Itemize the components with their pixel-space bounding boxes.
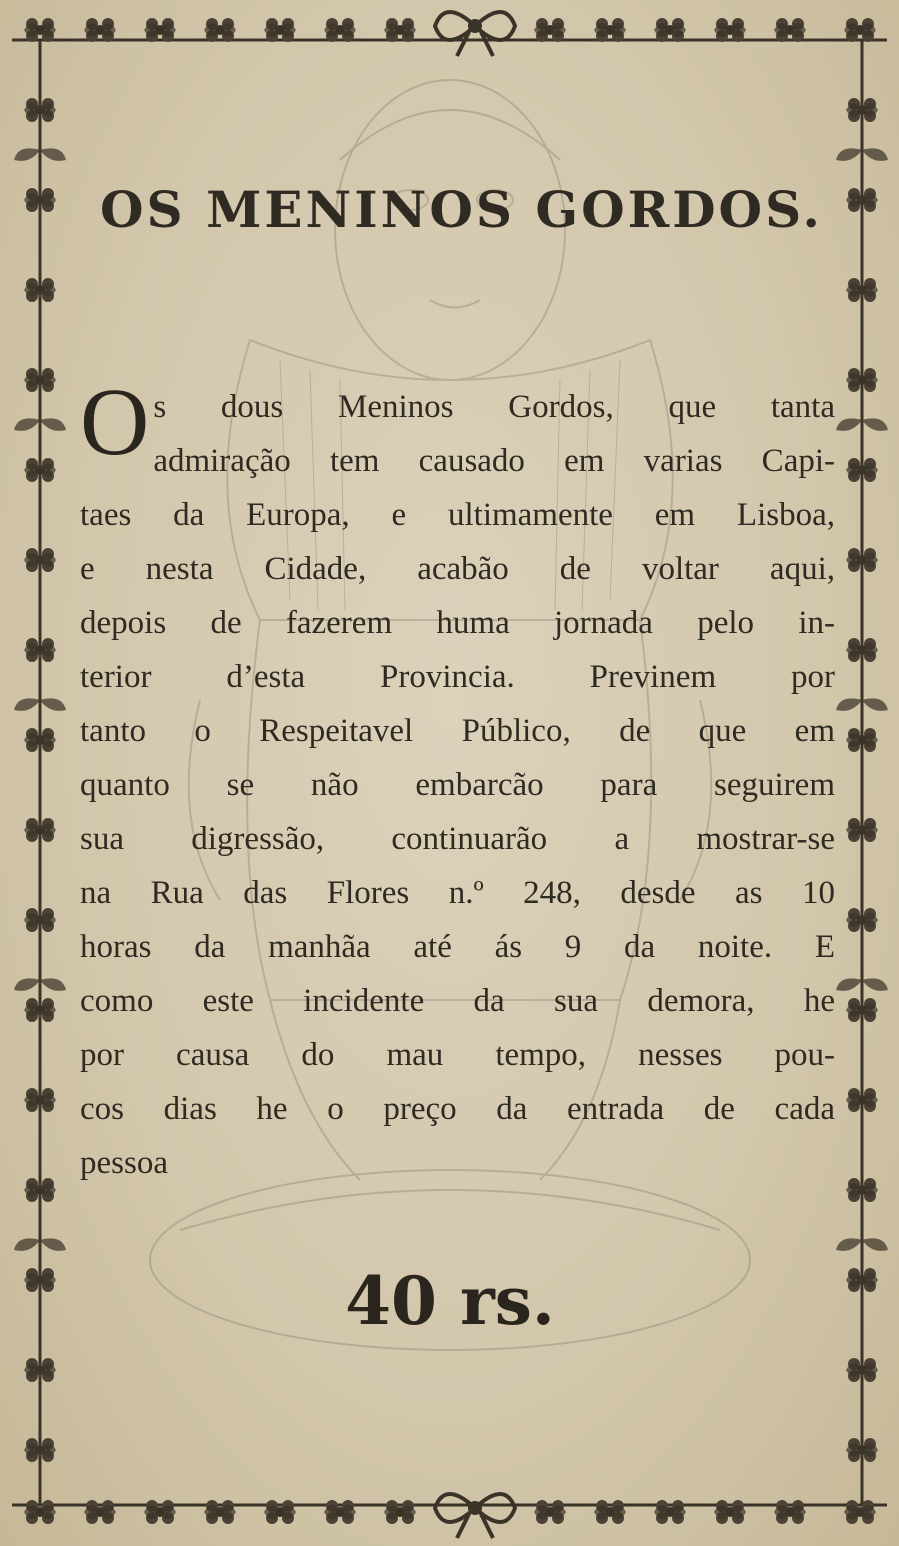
text-line: horas da manhãa até ás 9 da noite. E: [80, 929, 835, 965]
text-line: s dous Meninos Gordos, que tanta: [153, 389, 835, 425]
page-title: OS MENINOS GORDOS.: [100, 180, 823, 239]
body-text: [80, 368, 835, 1190]
text-line: como este incidente da sua demora, he: [80, 983, 835, 1019]
text-line: cos dias he o preço da entrada de cada: [80, 1091, 835, 1127]
text-line: tanto o Respeitavel Público, de que em: [80, 713, 835, 749]
entry-price: 40 rs.: [345, 1262, 555, 1340]
text-line: quanto se não embarcão para seguirem: [80, 767, 835, 803]
text-line: e nesta Cidade, acabão de voltar aqui,: [80, 551, 835, 587]
text-line: depois de fazerem huma jornada pelo in-: [80, 605, 835, 641]
text-line: admiração tem causado em varias Capi-: [153, 443, 835, 479]
drop-cap: O: [80, 368, 150, 475]
text-line: terior d’esta Provincia. Previnem por: [80, 659, 835, 695]
text-line: na Rua das Flores n.º 248, desde as 10: [80, 875, 835, 911]
text-line: pessoa: [80, 1145, 168, 1181]
text-line: por causa do mau tempo, nesses pou-: [80, 1037, 835, 1073]
text-line: sua digressão, continuarão a mostrar-se: [80, 821, 835, 857]
text-line: taes da Europa, e ultimamente em Lisboa,: [80, 497, 835, 533]
